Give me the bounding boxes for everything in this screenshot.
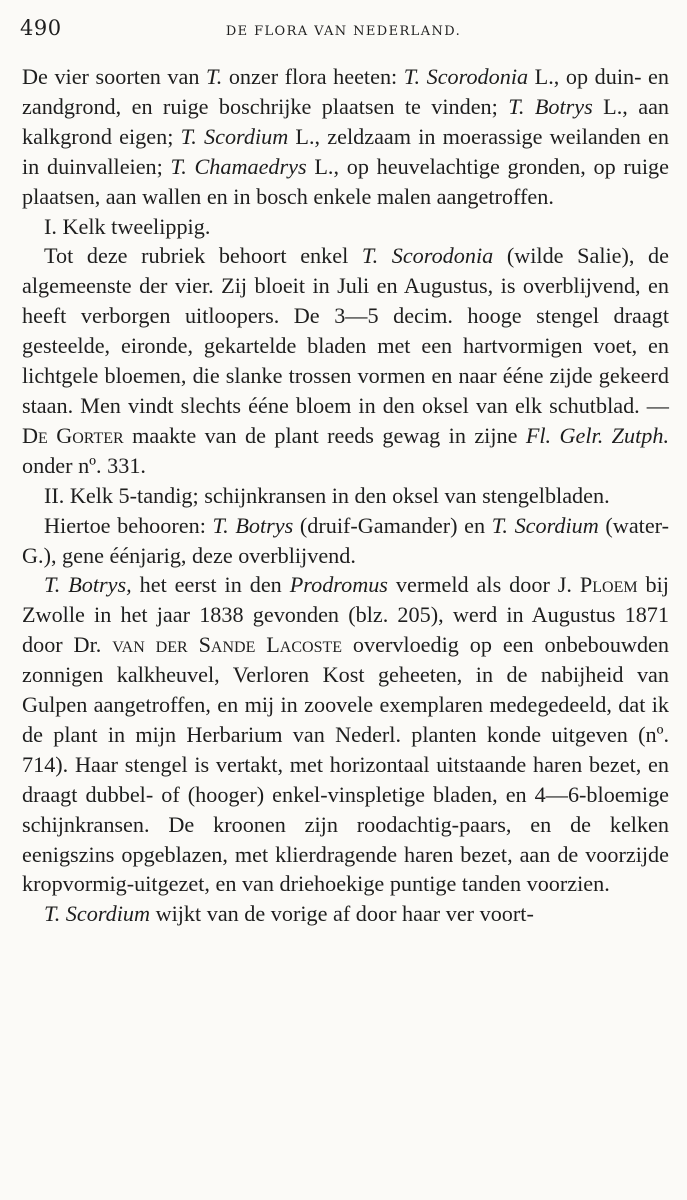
species-name: T. Botrys [508, 93, 593, 119]
text-run: Hiertoe behooren: [44, 512, 213, 538]
text-run: het eerst in den [131, 572, 290, 598]
text-run: wijkt van de vorige af door haar ver voort- [150, 901, 534, 927]
text-run: L., op heuvelachtige gronden, op ruige plaatsen, aan wallen en in bosch enkele malen aangetroffen. [22, 153, 670, 209]
species-name: T. Chamaedrys [170, 153, 307, 179]
text-run: (water-G.), gene éénjarig, deze overblijvend. [22, 512, 670, 568]
section-heading-two [22, 481, 669, 511]
species-name: T. Scordium [180, 123, 289, 149]
text-run: onzer flora heeten: [222, 64, 404, 89]
species-name: T. Scordium [44, 901, 151, 927]
text-run: Tot deze rubriek behoort enkel [44, 243, 362, 269]
author-name: De Gorter [22, 422, 124, 448]
text-run: overvloedig op een onbebouwden zonnigen kalkheuvel, Verloren Kost geheeten, in de nabijheid van Gulpen aangetroffen, en mij in zoovele exemplaren medegedeeld, dat ik de plant in mijn Herbarium van Nederl. planten konde uitgeven (nº. 714). Haar stengel is vertakt, met horizontaal uitstaande haren bezet, en draagt dubbel- of (hooger) enkel-vinspletige bladen, en 4—6-bloemige schijnkransen. De kroonen zijn roodachtig-paars, en de kelken eenigszins opgeblazen, met klierdragende haren bezet, aan de voorzijde kropvormig-uitgezet, en van driehoekige puntige tanden voorzien. [22, 632, 669, 897]
paragraph-scorodonia [22, 241, 669, 480]
text-run: bij Zwolle in het jaar 1838 gevonden (blz. 205), werd in Augustus 1871 door Dr. [22, 572, 669, 658]
genus-abbrev: T. [206, 64, 223, 89]
paragraph-botrys [22, 570, 669, 899]
species-name: T. Botrys, [44, 572, 132, 598]
paragraph-hiertoe [22, 511, 669, 571]
text-run: vermeld als door J. [387, 572, 580, 598]
text-run: I. Kelk tweelippig. [44, 213, 211, 239]
species-name: T. Scordium [491, 512, 599, 538]
running-title: DE FLORA VAN NEDERLAND. [225, 24, 462, 39]
author-name: Ploem [579, 572, 638, 598]
author-name: van der Sande Lacoste [112, 632, 343, 658]
text-run: L., zeldzaam in moerassige weilanden en in duinvalleien; [22, 123, 669, 179]
page-body [22, 62, 669, 929]
section-heading-one [22, 212, 669, 242]
text-run: maakte van de plant reeds gewag in zijne [123, 422, 526, 448]
text-run: L., aan kalkgrond eigen; [22, 93, 670, 149]
page-number: 490 [20, 16, 62, 40]
species-name: T. Botrys [212, 512, 294, 538]
text-run: L., op duin- en zandgrond, en ruige boschrijke plaatsen te vinden; [22, 64, 669, 119]
species-name: T. Scorodonia [361, 243, 494, 269]
work-title: Prodromus [289, 572, 388, 598]
page-header [20, 10, 667, 46]
work-title: Fl. Gelr. Zutph. [525, 422, 670, 448]
species-name: T. Scorodonia [403, 64, 529, 89]
paragraph-intro [22, 62, 669, 212]
text-run: (druif-Gamander) en [293, 512, 492, 538]
paragraph-scordium [22, 899, 669, 929]
text-run: (wilde Salie), de algemeenste der vier. Zij bloeit in Juli en Augustus, is overblijvend, en heeft verborgen uitloopers. De 3—5 decim. hooge stengel draagt gesteelde, eironde, gekartelde bladen met een hartvormigen voet, en lichtgele bloemen, die slanke trossen vormen en naar ééne zijde gekeerd staan. Men vindt slechts ééne bloem in den oksel van elk schutblad. — [22, 243, 669, 418]
text-run: II. Kelk 5-tandig; schijnkransen in den oksel van stengelbladen. [44, 482, 610, 508]
text-run: onder nº. 331. [22, 452, 146, 478]
text-run: De vier soorten van [22, 64, 207, 89]
